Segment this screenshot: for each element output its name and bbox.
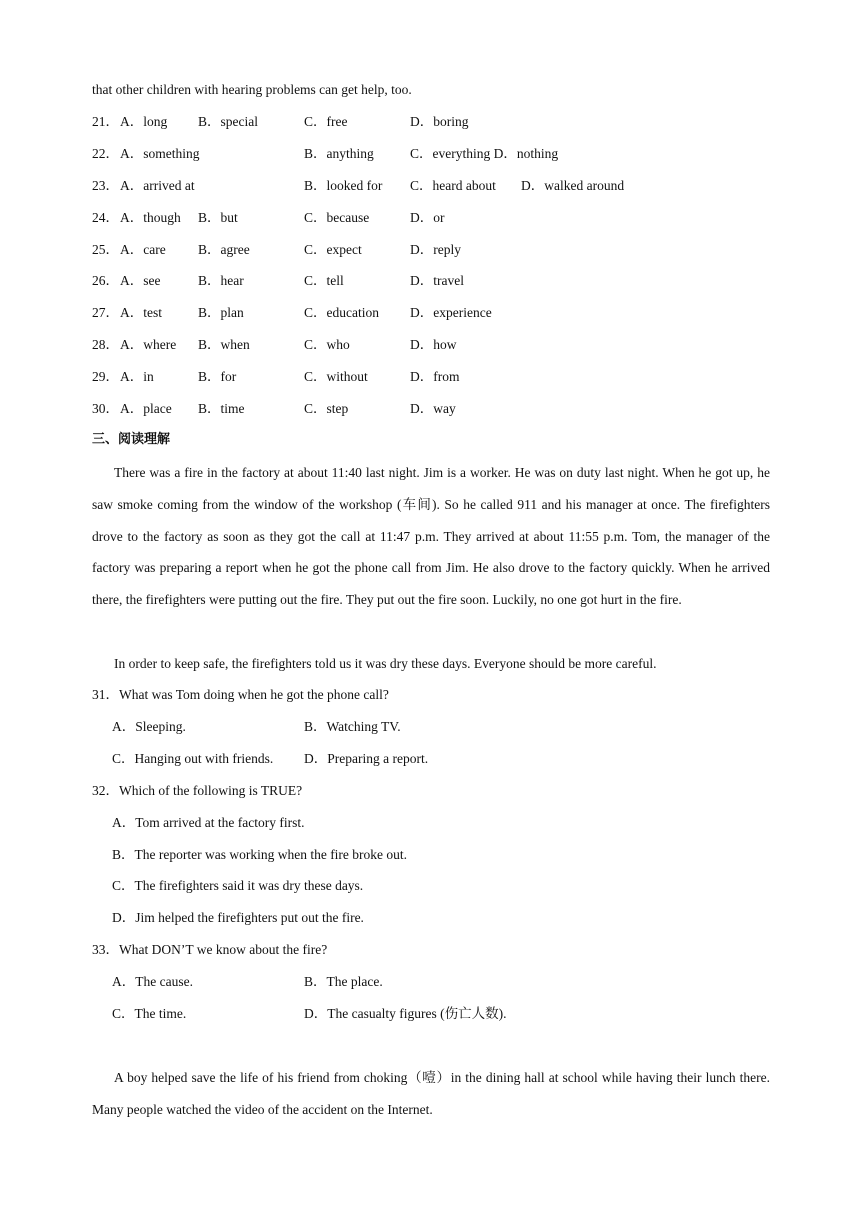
option-b: B．anything [304, 146, 374, 161]
option-d: D．or [410, 210, 445, 225]
question-32-option-a: A．Tom arrived at the factory first. [112, 815, 305, 830]
question-number: 29． [92, 369, 119, 384]
option-c: C．without [304, 369, 368, 384]
option-b: B．hear [198, 273, 244, 288]
option-a: A．in [120, 369, 154, 384]
option-d: D．from [410, 369, 460, 384]
option-a: A．where [120, 337, 177, 352]
option-d: D．walked around [521, 178, 625, 193]
passage-2-paragraph-1: A boy helped save the life of his friend from choking（噎）in the dining hall at school while having their lunch there. Many people watched the video of the accident on the Internet. [92, 1070, 770, 1117]
question-31-option-d: D．Preparing a report. [304, 751, 429, 766]
option-c: C．expect [304, 242, 362, 257]
option-c: C．because [304, 210, 370, 225]
question-31-option-c: C．Hanging out with friends. [112, 751, 274, 766]
question-33-stem: 33．What DON’T we know about the fire? [92, 942, 328, 957]
question-number: 21． [92, 114, 119, 129]
option-b: B．for [198, 369, 237, 384]
question-number: 23． [92, 178, 119, 193]
option-a: A．though [120, 210, 181, 225]
option-b: B．special [198, 114, 258, 129]
option-d: D．reply [410, 242, 461, 257]
question-number: 25． [92, 242, 119, 257]
option-b: B．but [198, 210, 238, 225]
option-d: D．boring [410, 114, 469, 129]
question-32-option-d: D．Jim helped the firefighters put out the fire. [112, 910, 364, 925]
option-b: B．when [198, 337, 250, 352]
option-b: B．time [198, 401, 245, 416]
option-c: C．step [304, 401, 349, 416]
question-number: 27． [92, 305, 119, 320]
option-b: B．plan [198, 305, 244, 320]
question-32-stem: 32．Which of the following is TRUE? [92, 783, 303, 798]
question-32-option-b: B．The reporter was working when the fire broke out. [112, 847, 408, 862]
option-d: D．way [410, 401, 456, 416]
question-number: 24． [92, 210, 119, 225]
question-number: 26． [92, 273, 119, 288]
option-a: A．long [120, 114, 168, 129]
intro-line: that other children with hearing problems can get help, too. [92, 82, 412, 97]
option-a: A．care [120, 242, 166, 257]
option-d: D．how [410, 337, 457, 352]
question-number: 22． [92, 146, 119, 161]
question-31-stem: 31．What was Tom doing when he got the phone call? [92, 687, 389, 702]
passage-1-paragraph-1: There was a fire in the factory at about 11:40 last night. Jim is a worker. He was on duty last night. When he got up, he saw smoke coming from the window of the workshop (车间). So he called 911 and his manager at once. The firefighters drove to the factory as soon as they got the call at 11:47 p.m. They arrived at about 11:55 p.m. Tom, the manager of the factory was preparing a report when he got the phone call from Jim. He also drove to the factory quickly. When he arrived there, the firefighters were putting out the fire. They put out the fire soon. Luckily, no one got hurt in the fire. [92, 465, 770, 608]
option-c: C．heard about [410, 178, 496, 193]
question-31-option-b: B．Watching TV. [304, 719, 401, 734]
option-a: A．test [120, 305, 162, 320]
option-a: A．place [120, 401, 172, 416]
option-a: A．arrived at [120, 178, 195, 193]
option-c: C．free [304, 114, 348, 129]
option-c: C．tell [304, 273, 344, 288]
option-c: C．who [304, 337, 350, 352]
option-b: B．looked for [304, 178, 383, 193]
option-a: A．something [120, 146, 200, 161]
section-heading: 三、阅读理解 [92, 432, 171, 447]
option-c-d: C．everything D．nothing [410, 146, 559, 161]
option-d: D．experience [410, 305, 492, 320]
question-33-option-c: C．The time. [112, 1006, 187, 1021]
question-33-option-a: A．The cause. [112, 974, 193, 989]
option-a: A．see [120, 273, 161, 288]
question-32-option-c: C．The firefighters said it was dry these days. [112, 878, 364, 893]
option-c: C．education [304, 305, 379, 320]
question-33-option-b: B．The place. [304, 974, 383, 989]
passage-1-paragraph-2: In order to keep safe, the firefighters told us it was dry these days. Everyone should be more careful. [114, 656, 657, 671]
question-31-option-a: A．Sleeping. [112, 719, 186, 734]
question-number: 28． [92, 337, 119, 352]
option-d: D．travel [410, 273, 464, 288]
question-number: 30． [92, 401, 119, 416]
question-33-option-d: D．The casualty figures (伤亡人数). [304, 1006, 507, 1021]
option-b: B．agree [198, 242, 250, 257]
